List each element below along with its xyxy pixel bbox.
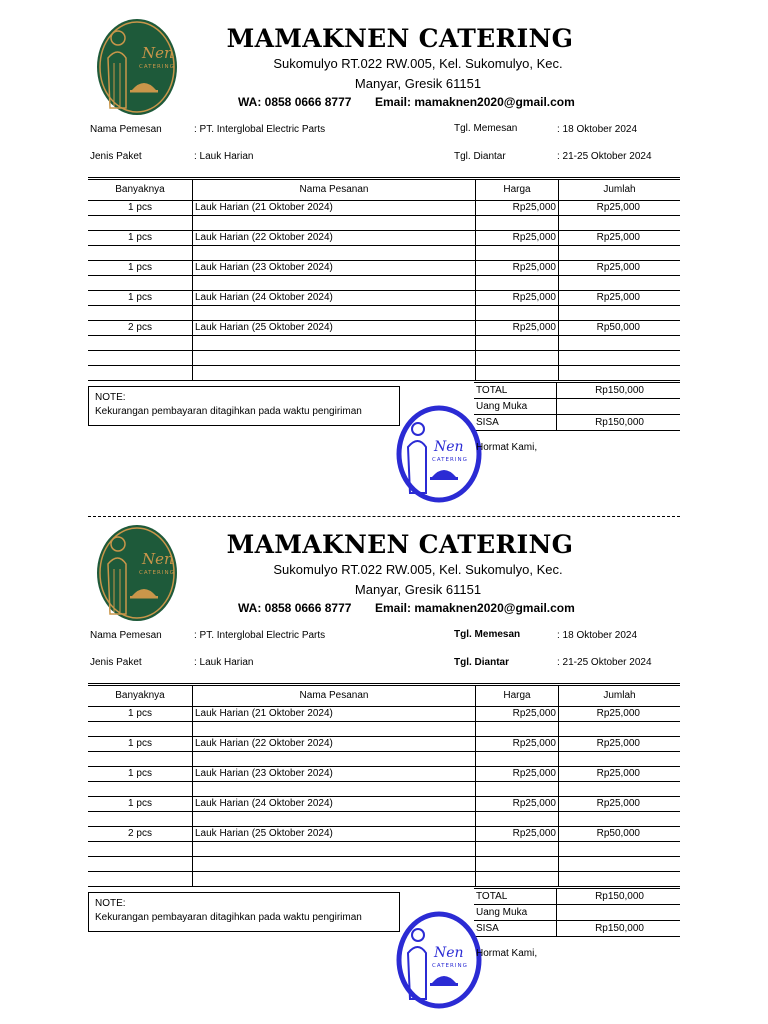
address-line2: Manyar, Gresik 61151 <box>354 76 482 91</box>
qty-cell: 1 pcs <box>88 291 193 306</box>
amount-cell: Rp25,000 <box>559 707 681 722</box>
amount-cell: Rp25,000 <box>559 291 681 306</box>
paket-value: : Lauk Harian <box>194 151 254 162</box>
table-row <box>88 246 680 261</box>
sisa-row <box>474 415 680 431</box>
table-row <box>88 351 680 366</box>
table-row <box>88 812 680 827</box>
regards-text: Hormat Kami, <box>476 442 538 453</box>
sisa-label: SISA <box>474 921 557 937</box>
pemesan-label: Nama Pemesan <box>90 630 162 641</box>
item-cell: Lauk Harian (25 Oktober 2024) <box>193 321 476 336</box>
stamp-text: Nen <box>434 439 464 455</box>
totals-table <box>474 382 680 431</box>
header-banyaknya: Banyaknya <box>88 685 193 707</box>
amount-cell: Rp25,000 <box>559 201 681 216</box>
table-row <box>88 797 680 812</box>
amount-cell: Rp25,000 <box>559 737 681 752</box>
sisa-value: Rp150,000 <box>557 415 681 431</box>
whatsapp-contact: WA: 0858 0666 8777 <box>238 95 352 109</box>
item-cell: Lauk Harian (24 Oktober 2024) <box>193 797 476 812</box>
item-cell: Lauk Harian (25 Oktober 2024) <box>193 827 476 842</box>
amount-cell: Rp25,000 <box>559 797 681 812</box>
table-row <box>88 231 680 246</box>
dp-value <box>557 905 681 921</box>
total-label: TOTAL <box>474 889 557 905</box>
order-table <box>88 683 680 887</box>
dp-row <box>474 399 680 415</box>
qty-cell: 2 pcs <box>88 321 193 336</box>
header-harga: Harga <box>476 685 559 707</box>
price-cell: Rp25,000 <box>476 201 559 216</box>
total-row <box>474 383 680 399</box>
email-contact: Email: mamaknen2020@gmail.com <box>375 601 575 615</box>
qty-cell: 1 pcs <box>88 201 193 216</box>
address-line1: Sukomulyo RT.022 RW.005, Kel. Sukomulyo, Kec. <box>273 56 563 71</box>
paket-label: Jenis Paket <box>90 151 142 162</box>
email-contact: Email: mamaknen2020@gmail.com <box>375 95 575 109</box>
company-name: MAMAKNEN CATERING <box>226 530 574 559</box>
dp-label: Uang Muka <box>474 399 557 415</box>
price-cell: Rp25,000 <box>476 797 559 812</box>
header-harga: Harga <box>476 179 559 201</box>
company-logo-icon <box>96 18 178 116</box>
tgl-memesan-value: : 18 Oktober 2024 <box>557 630 638 641</box>
table-row <box>88 857 680 872</box>
item-cell: Lauk Harian (22 Oktober 2024) <box>193 231 476 246</box>
total-label: TOTAL <box>474 383 557 399</box>
table-row <box>88 261 680 276</box>
item-cell: Lauk Harian (23 Oktober 2024) <box>193 767 476 782</box>
amount-cell: Rp50,000 <box>559 827 681 842</box>
sisa-row <box>474 921 680 937</box>
whatsapp-contact: WA: 0858 0666 8777 <box>238 601 352 615</box>
total-value: Rp150,000 <box>557 889 681 905</box>
table-row <box>88 707 680 722</box>
tgl-memesan-label: Tgl. Memesan <box>454 629 521 640</box>
qty-cell: 1 pcs <box>88 797 193 812</box>
total-row <box>474 889 680 905</box>
tgl-memesan-value: : 18 Oktober 2024 <box>557 124 638 135</box>
table-row <box>88 291 680 306</box>
logo-text: Nen <box>142 44 174 62</box>
tgl-diantar-value: : 21-25 Oktober 2024 <box>557 151 652 162</box>
pemesan-value: : PT. Interglobal Electric Parts <box>194 124 326 135</box>
table-row <box>88 216 680 231</box>
item-cell: Lauk Harian (21 Oktober 2024) <box>193 201 476 216</box>
qty-cell: 1 pcs <box>88 767 193 782</box>
table-row <box>88 767 680 782</box>
note-text: Kekurangan pembayaran ditagihkan pada waktu pengiriman <box>95 406 362 417</box>
table-row <box>88 722 680 737</box>
sisa-value: Rp150,000 <box>557 921 681 937</box>
total-value: Rp150,000 <box>557 383 681 399</box>
amount-cell: Rp25,000 <box>559 231 681 246</box>
item-cell: Lauk Harian (21 Oktober 2024) <box>193 707 476 722</box>
table-header-row <box>88 179 680 201</box>
stamp-subtext: CATERING <box>432 963 468 969</box>
note-box <box>88 892 400 932</box>
address-line2: Manyar, Gresik 61151 <box>354 582 482 597</box>
sisa-label: SISA <box>474 415 557 431</box>
price-cell: Rp25,000 <box>476 707 559 722</box>
header-jumlah: Jumlah <box>559 179 681 201</box>
tgl-diantar-label: Tgl. Diantar <box>454 151 506 162</box>
order-table <box>88 177 680 381</box>
note-text: Kekurangan pembayaran ditagihkan pada waktu pengiriman <box>95 912 362 923</box>
table-row <box>88 306 680 321</box>
dp-row <box>474 905 680 921</box>
note-box <box>88 386 400 426</box>
table-row <box>88 842 680 857</box>
table-row <box>88 201 680 216</box>
dp-label: Uang Muka <box>474 905 557 921</box>
receipt-top <box>0 0 768 505</box>
amount-cell: Rp25,000 <box>559 767 681 782</box>
header-banyaknya: Banyaknya <box>88 179 193 201</box>
table-row <box>88 276 680 291</box>
logo-subtext: CATERING <box>139 570 175 576</box>
paket-value: : Lauk Harian <box>194 657 254 668</box>
pemesan-label: Nama Pemesan <box>90 124 162 135</box>
table-row <box>88 737 680 752</box>
company-name: MAMAKNEN CATERING <box>226 24 574 53</box>
stamp-text: Nen <box>434 945 464 961</box>
company-stamp-icon <box>396 405 482 503</box>
table-row <box>88 827 680 842</box>
tgl-memesan-label: Tgl. Memesan <box>454 123 518 134</box>
logo-text: Nen <box>142 550 174 568</box>
header-nama-pesanan: Nama Pesanan <box>193 179 476 201</box>
qty-cell: 1 pcs <box>88 737 193 752</box>
note-title: NOTE: <box>95 392 126 403</box>
totals-table <box>474 888 680 937</box>
item-cell: Lauk Harian (23 Oktober 2024) <box>193 261 476 276</box>
table-header-row <box>88 685 680 707</box>
header-jumlah: Jumlah <box>559 685 681 707</box>
note-title: NOTE: <box>95 898 126 909</box>
table-row <box>88 321 680 336</box>
price-cell: Rp25,000 <box>476 321 559 336</box>
table-row <box>88 782 680 797</box>
price-cell: Rp25,000 <box>476 827 559 842</box>
price-cell: Rp25,000 <box>476 767 559 782</box>
tgl-diantar-label: Tgl. Diantar <box>454 657 510 668</box>
table-row <box>88 752 680 767</box>
qty-cell: 1 pcs <box>88 261 193 276</box>
amount-cell: Rp25,000 <box>559 261 681 276</box>
table-row <box>88 872 680 887</box>
paket-label: Jenis Paket <box>90 657 142 668</box>
price-cell: Rp25,000 <box>476 737 559 752</box>
stamp-subtext: CATERING <box>432 457 468 463</box>
item-cell: Lauk Harian (24 Oktober 2024) <box>193 291 476 306</box>
table-row <box>88 366 680 381</box>
qty-cell: 2 pcs <box>88 827 193 842</box>
receipt-bottom <box>0 506 768 1011</box>
tgl-diantar-value: : 21-25 Oktober 2024 <box>557 657 652 668</box>
address-line1: Sukomulyo RT.022 RW.005, Kel. Sukomulyo, Kec. <box>273 562 563 577</box>
price-cell: Rp25,000 <box>476 231 559 246</box>
header-nama-pesanan: Nama Pesanan <box>193 685 476 707</box>
pemesan-value: : PT. Interglobal Electric Parts <box>194 630 326 641</box>
price-cell: Rp25,000 <box>476 291 559 306</box>
logo-subtext: CATERING <box>139 64 175 70</box>
qty-cell: 1 pcs <box>88 707 193 722</box>
qty-cell: 1 pcs <box>88 231 193 246</box>
regards-text: Hormat Kami, <box>476 948 538 959</box>
company-stamp-icon <box>396 911 482 1009</box>
item-cell: Lauk Harian (22 Oktober 2024) <box>193 737 476 752</box>
table-row <box>88 336 680 351</box>
company-logo-icon <box>96 524 178 622</box>
amount-cell: Rp50,000 <box>559 321 681 336</box>
dp-value <box>557 399 681 415</box>
price-cell: Rp25,000 <box>476 261 559 276</box>
